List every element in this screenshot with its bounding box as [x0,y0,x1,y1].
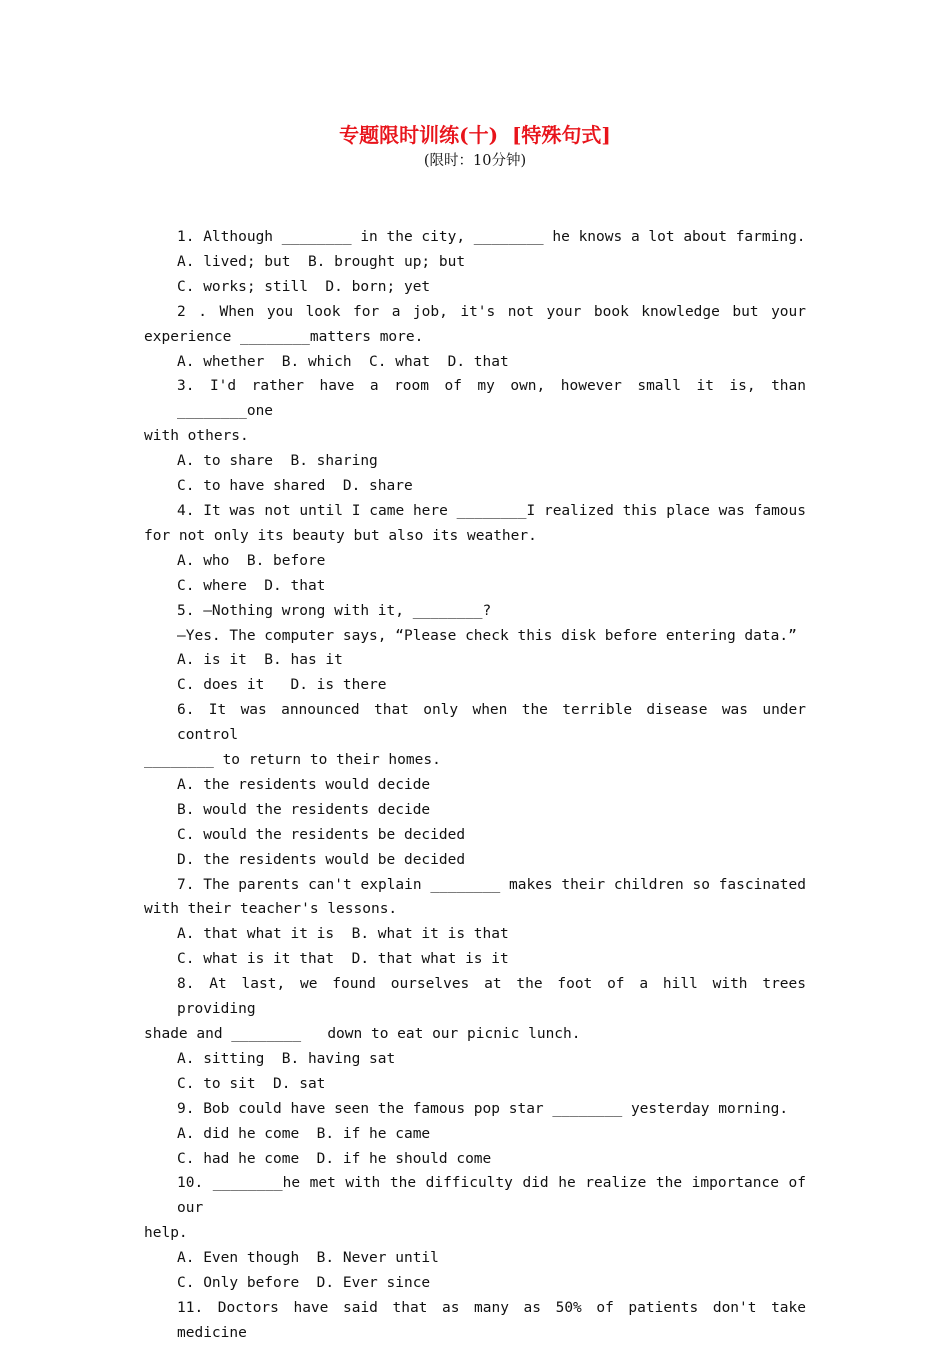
page-title: 专题限时训练(十) [特殊句式] [339,123,611,147]
text-line: B. would the residents decide [177,801,431,818]
text-line: 4. It was not until I came here ________I realized this place was famous [177,502,806,519]
text-line: C. Only before D. Ever since [177,1275,431,1292]
exercise-body [144,225,806,1346]
text-line: shade and ________ down to eat our picnic lunch. [144,1026,581,1042]
text-line: A. that what it is B. what it is that [177,926,509,943]
text-line: with their teacher's lessons. [144,901,398,918]
text-line: A. did he come B. if he came [177,1125,431,1142]
time-limit: (限时：10分钟) [423,153,527,169]
text-line: 8. At last, we found ourselves at the foot of a hill with trees providing [177,976,806,1018]
text-line: 1. Although ________ in the city, ________ he knows a lot about farming. [177,229,806,245]
text-line: 3. I'd rather have a room of my own, however small it is, than ________one [177,378,806,420]
text-line: A. lived; but B. brought up; but [177,253,466,270]
text-line: 7. The parents can't explain ________ makes their children so fascinated [177,876,806,893]
text-line: A. who B. before [177,552,326,569]
text-line: A. to share B. sharing [177,453,378,470]
text-line: A. is it B. has it [177,652,343,669]
text-line: C. to sit D. sat [177,1075,326,1092]
text-line: C. what is it that D. that what is it [177,951,509,968]
text-line: with others. [144,428,249,445]
text-line: for not only its beauty but also its weather. [144,527,537,544]
text-line: 2 . When you look for a job, it's not your book knowledge but your [177,303,806,320]
text-line: C. where D. that [177,577,326,594]
text-line: 5. —Nothing wrong with it, ________? [177,602,492,619]
text-line: A. whether B. which C. what D. that [177,353,509,370]
text-line: —Yes. The computer says, “Please check this disk before entering data.” [177,627,797,644]
text-line: C. does it D. is there [177,677,387,694]
text-line: 11. Doctors have said that as many as 50% of patients don't take medicine [177,1299,806,1341]
text-line: A. sitting B. having sat [177,1050,396,1067]
text-line: help. [144,1225,188,1242]
text-line: ________ to return to their homes. [144,752,441,769]
text-line: A. the residents would decide [177,776,431,793]
text-line: experience ________matters more. [144,328,424,345]
text-line: 10. ________he met with the difficulty did he realize the importance of our [177,1175,806,1217]
text-line: C. to have shared D. share [177,478,413,495]
text-line: A. Even though B. Never until [177,1250,439,1267]
text-line: D. the residents would be decided [177,851,466,868]
text-line: C. would the residents be decided [177,826,466,843]
text-line: C. had he come D. if he should come [177,1150,492,1167]
text-line: 9. Bob could have seen the famous pop star ________ yesterday morning. [177,1100,789,1117]
text-line: 6. It was announced that only when the terrible disease was under control [177,702,806,744]
text-line: C. works; still D. born; yet [177,278,431,295]
